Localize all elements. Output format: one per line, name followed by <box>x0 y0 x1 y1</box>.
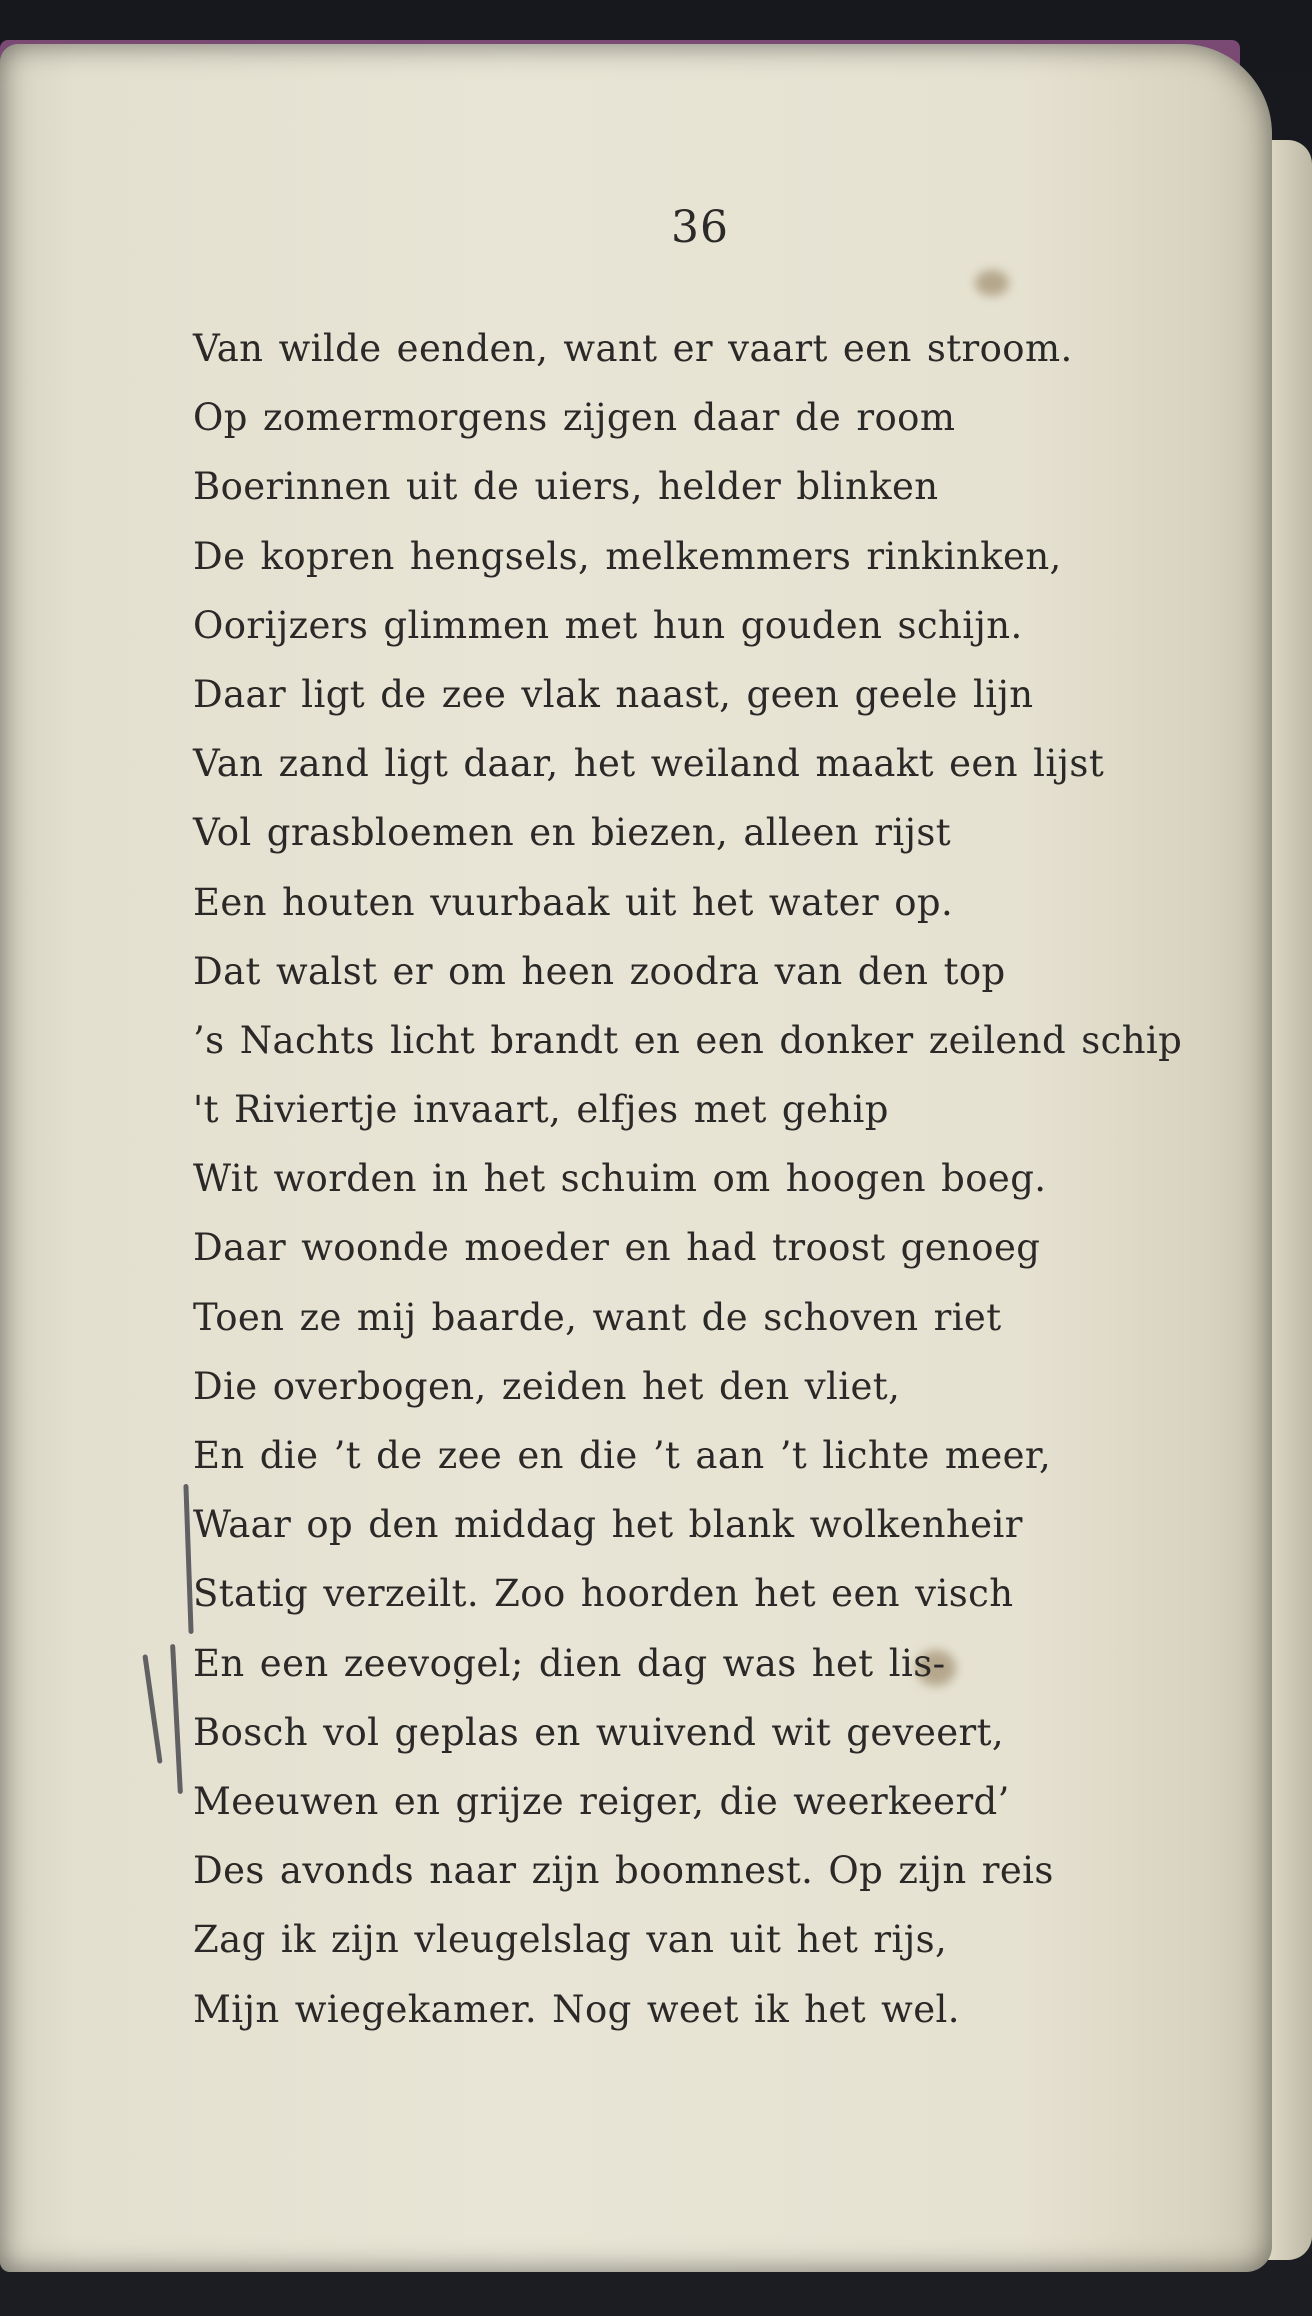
page-number: 36 <box>671 202 729 253</box>
poem-line: Vol grasbloemen en biezen, alleen rijst <box>193 811 952 855</box>
poem-line: Boerinnen uit de uiers, helder blinken <box>193 465 939 509</box>
poem-text <box>193 314 1223 2044</box>
poem-line: ’s Nachts licht brandt en een donker zeilend schip <box>193 1018 1183 1062</box>
poem-line: Wit worden in het schuim om hoogen boeg. <box>193 1157 1047 1201</box>
poem-line: Dat walst er om heen zoodra van den top <box>193 949 1006 993</box>
poem-line: Bosch vol geplas en wuivend wit geveert, <box>193 1710 1005 1754</box>
poem-line: En een zeevogel; dien dag was het lis- <box>193 1641 946 1685</box>
poem-line: Die overbogen, zeiden het den vliet, <box>193 1364 901 1408</box>
poem-line: Meeuwen en grijze reiger, die weerkeerd’ <box>193 1779 1010 1823</box>
poem-line: Daar ligt de zee vlak naast, geen geele lijn <box>193 672 1034 716</box>
poem-line: 't Riviertje invaart, elfjes met gehip <box>193 1088 889 1132</box>
poem-line: Waar op den middag het blank wolkenheir <box>193 1503 1023 1547</box>
poem-line: En die ’t de zee en die ’t aan ’t lichte meer, <box>193 1434 1052 1477</box>
poem-line: Van zand ligt daar, het weiland maakt een lijst <box>193 742 1105 786</box>
stain-spot <box>975 270 1009 296</box>
poem-line: Statig verzeilt. Zoo hoorden het een visch <box>193 1572 1014 1616</box>
poem-line: Van wilde eenden, want er vaart een stroom. <box>193 327 1073 370</box>
poem-line: Oorijzers glimmen met hun gouden schijn. <box>193 603 1023 647</box>
poem-line: Daar woonde moeder en had troost genoeg <box>193 1226 1041 1270</box>
poem-line: Des avonds naar zijn boomnest. Op zijn reis <box>193 1849 1054 1893</box>
poem-line: Toen ze mij baarde, want de schoven riet <box>193 1295 1002 1339</box>
poem-line: Op zomermorgens zijgen daar de room <box>193 396 956 440</box>
poem-line: De kopren hengsels, melkemmers rinkinken, <box>193 534 1062 578</box>
poem-line: Een houten vuurbaak uit het water op. <box>193 880 954 924</box>
pencil-mark <box>170 1644 183 1794</box>
pencil-mark <box>142 1654 162 1764</box>
poem-line: Zag ik zijn vleugelslag van uit het rijs, <box>193 1918 948 1962</box>
poem-line: Mijn wiegekamer. Nog weet ik het wel. <box>193 1987 960 2031</box>
